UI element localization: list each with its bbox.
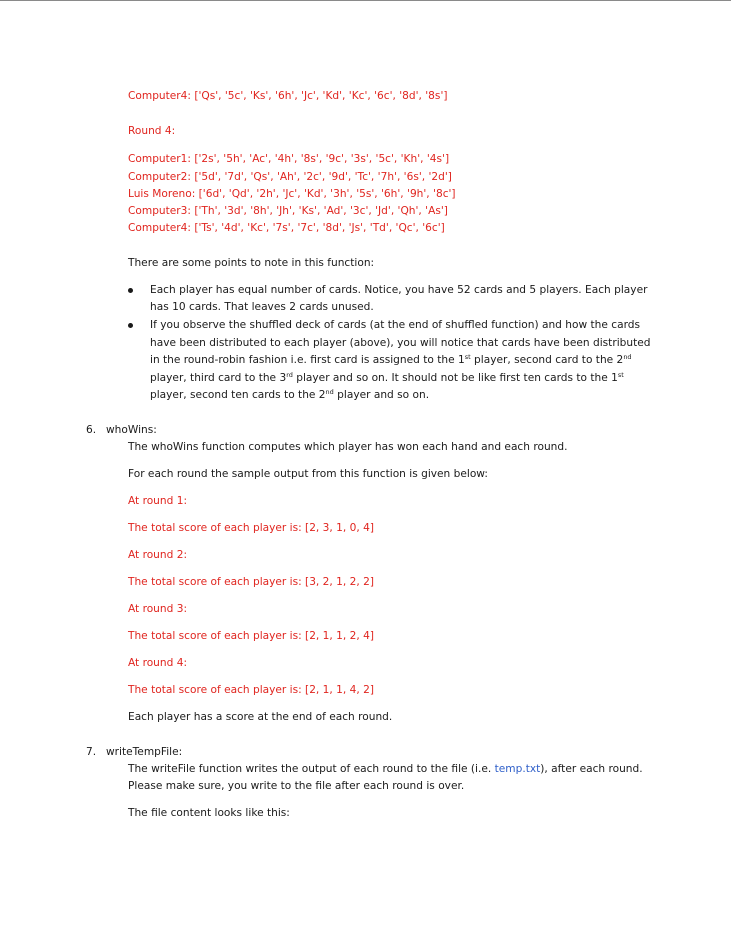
bullet2-line: have been distributed to each player (above), you will notice that cards have been distributed: [150, 337, 651, 349]
bullet2-line: If you observe the shuffled deck of cards (at the end of shuffled function) and how the cards: [150, 319, 640, 331]
round4-line: Computer3: ['Th', '3d', '8h', 'Jh', 'Ks', 'Ad', '3c', 'Jd', 'Qh', 'As']: [128, 205, 448, 217]
computer4-hand: Computer4: ['Qs', '5c', 'Ks', '6h', 'Jc', 'Kd', 'Kc', '6c', '8d', '8s']: [128, 90, 448, 102]
bullet2-line: player, second ten cards to the 2nd player and so on.: [150, 388, 430, 401]
section6-desc: The whoWins function computes which player has won each hand and each round.: [128, 441, 568, 453]
section6-sample-intro: For each round the sample output from this function is given below:: [128, 468, 488, 480]
section7-note: Please make sure, you write to the file after each round is over.: [128, 780, 465, 792]
round-heading: At round 1:: [128, 495, 188, 507]
round-score: The total score of each player is: [2, 3, 1, 0, 4]: [128, 522, 374, 534]
bullet-marker: [128, 288, 133, 293]
points-intro: There are some points to note in this function:: [128, 257, 375, 269]
round4-heading: Round 4:: [128, 125, 176, 137]
bullet2-line: in the round-robin fashion i.e. first card is assigned to the 1st player, second card to the 2nd: [150, 353, 632, 366]
section6-title: whoWins:: [106, 424, 157, 436]
round-heading: At round 3:: [128, 603, 188, 615]
section6-closing: Each player has a score at the end of each round.: [128, 711, 393, 723]
section7-file-content-intro: The file content looks like this:: [128, 807, 290, 819]
round-score: The total score of each player is: [2, 1, 1, 2, 4]: [128, 630, 374, 642]
section7-desc: The writeFile function writes the output of each round to the file (i.e. temp.txt), after each round.: [128, 763, 643, 775]
page-top-border: [0, 0, 731, 1]
round-heading: At round 2:: [128, 549, 188, 561]
round-score: The total score of each player is: [2, 1, 1, 4, 2]: [128, 684, 374, 696]
round-score: The total score of each player is: [3, 2, 1, 2, 2]: [128, 576, 374, 588]
bullet1-line: Each player has equal number of cards. Notice, you have 52 cards and 5 players. Each player: [150, 284, 648, 296]
round4-line: Computer4: ['Ts', '4d', 'Kc', '7s', '7c', '8d', 'Js', 'Td', 'Qc', '6c']: [128, 222, 445, 234]
round4-line: Computer1: ['2s', '5h', 'Ac', '4h', '8s', '9c', '3s', '5c', 'Kh', '4s']: [128, 153, 450, 165]
round-heading: At round 4:: [128, 657, 188, 669]
temp-file-link[interactable]: temp.txt: [494, 763, 541, 775]
section6-number: 6.: [86, 424, 97, 436]
section7-title: writeTempFile:: [106, 746, 183, 758]
round4-line: Luis Moreno: ['6d', 'Qd', '2h', 'Jc', 'Kd', '3h', '5s', '6h', '9h', '8c']: [128, 188, 456, 200]
bullet-marker: [128, 323, 133, 328]
section7-number: 7.: [86, 746, 97, 758]
bullet2-line: player, third card to the 3rd player and so on. It should not be like first ten cards to the 1st: [150, 371, 624, 384]
bullet1-line: has 10 cards. That leaves 2 cards unused.: [150, 301, 374, 313]
round4-line: Computer2: ['5d', '7d', 'Qs', 'Ah', '2c', '9d', 'Tc', '7h', '6s', '2d']: [128, 171, 452, 183]
